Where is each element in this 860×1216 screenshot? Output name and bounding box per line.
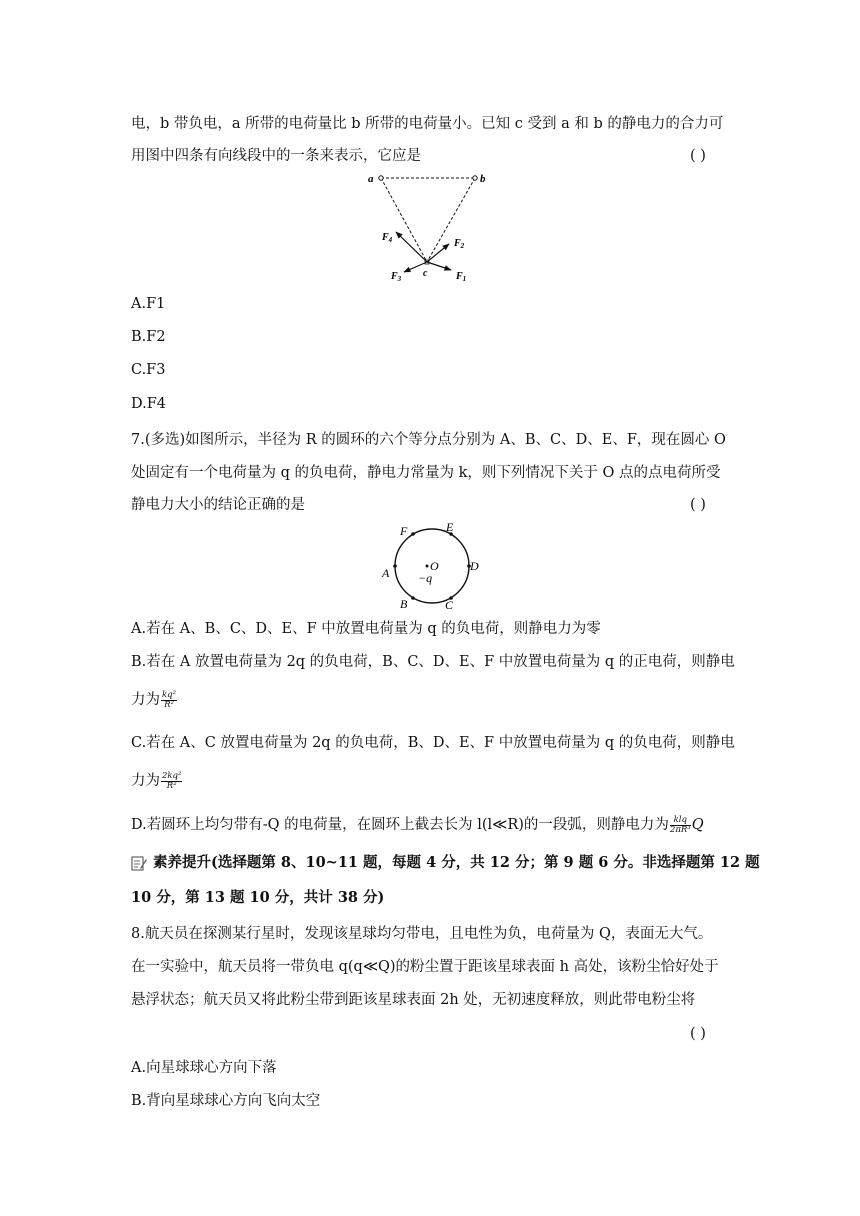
q6-option-c: C.F3 (131, 362, 166, 378)
label-F1: $F_1$ (456, 271, 467, 283)
section-header-line2: 10 分，第 13 题 10 分，共计 38 分) (131, 889, 385, 906)
label-O: O (430, 559, 439, 573)
arrow-F4 (396, 232, 427, 262)
label-b: b (480, 173, 486, 185)
label-F4: $F_4$ (382, 232, 393, 244)
point-A (393, 564, 397, 568)
q6-option-d: D.F4 (131, 396, 167, 412)
label-a: a (368, 173, 374, 185)
q8-text-line2: 在一实验中，航天员将一带负电 q(q≪Q)的粉尘置于距该星球表面 h 高处，该粉尘恰好处于 (131, 959, 719, 975)
label-B: B (400, 597, 408, 611)
q6-text-line1: 电，b 带负电，a 所带的电荷量比 b 所带的电荷量小。已知 c 受到 a 和 b 的静电力的合力可 (131, 116, 724, 132)
q7-text-line3: 静电力大小的结论正确的是 (131, 497, 305, 513)
q7-text-line1: 7.(多选)如图所示，半径为 R 的圆环的六个等分点分别为 A、B、C、D、E、F，现在圆心 O (131, 432, 726, 448)
label-D: D (470, 559, 479, 573)
q7-option-d: D.若圆环上均匀带有-Q 的电荷量，在圆环上截去长为 l(l≪R)的一段弧，则静电力为 $\frac{\text{klq}}{\text{2πR³}}$ Q (131, 814, 704, 835)
q6-option-b: B.F2 (131, 329, 166, 345)
section-header-line1: 素养提升(选择题第 8、10~11 题，每题 4 分，共 12 分；第 9 题 6 分。非选择题第 12 题 (153, 854, 760, 871)
arrow-F1 (427, 262, 451, 270)
point-O (426, 565, 429, 568)
point-b (473, 176, 477, 180)
q6-option-a: A.F1 (131, 296, 166, 312)
label-A: A (382, 566, 390, 580)
q6-answer-paren: ( ) (690, 148, 706, 164)
fraction-2kq2-over-r2: $\frac{\text{2kq²}}{\text{R²}}$ (162, 770, 182, 791)
label-F: F (400, 524, 408, 538)
q6-text-line2: 用图中四条有向线段中的一条来表示，它应是 (131, 148, 421, 164)
label-E: E (446, 520, 454, 534)
q7-answer-paren: ( ) (690, 497, 706, 513)
label-F2: $F_2$ (454, 238, 465, 250)
q7-option-c-line1: C.若在 A、C 放置电荷量为 2q 的负电荷，B、D、E、F 中放置电荷量为 q 的负电荷，则静电 (131, 735, 735, 751)
q7-option-b-line2: 力为 $\frac{\text{kq²}}{\text{R²}}$ (131, 689, 176, 710)
pencil-note-icon (131, 855, 147, 871)
q8-answer-paren: ( ) (690, 1026, 706, 1042)
arrow-F2 (427, 244, 449, 262)
q7-option-c-line2: 力为 $\frac{\text{2kq²}}{\text{R²}}$ (131, 770, 182, 791)
q7-text-line2: 处固定有一个电荷量为 q 的负电荷，静电力常量为 k，则下列情况下关于 O 点的点电荷所受 (131, 465, 721, 481)
label-F3: $F_3$ (391, 271, 402, 283)
point-a (379, 176, 383, 180)
point-B (411, 596, 415, 600)
q8-option-b: B.背向星球球心方向飞向太空 (131, 1093, 321, 1109)
q8-option-a: A.向星球球心方向下落 (131, 1060, 277, 1076)
label-C: C (445, 598, 454, 612)
q7-option-a: A.若在 A、B、C、D、E、F 中放置电荷量为 q 的负电荷，则静电力为零 (131, 621, 601, 637)
q8-text-line1: 8.航天员在探测某行星时，发现该星球均匀带电，且电性为负，电荷量为 Q，表面无大气。 (131, 926, 713, 942)
label-c: c (423, 268, 428, 279)
q7-option-b-line1: B.若在 A 放置电荷量为 2q 的负电荷，B、C、D、E、F 中放置电荷量为 q 的正电荷，则静电 (131, 654, 735, 670)
point-F (411, 532, 415, 536)
fraction-kq2-over-r2: $\frac{\text{kq²}}{\text{R²}}$ (162, 689, 176, 710)
fraction-klq-over-2piR3: $\frac{\text{klq}}{\text{2πR³}}$ (669, 814, 691, 835)
q6-force-figure (360, 166, 500, 290)
q7-ring-figure (378, 518, 488, 614)
q8-text-line3: 悬浮状态；航天员又将此粉尘带到距该星球表面 2h 处，无初速度释放，则此带电粉尘将 (131, 992, 696, 1008)
label-minus-q: −q (418, 571, 433, 585)
